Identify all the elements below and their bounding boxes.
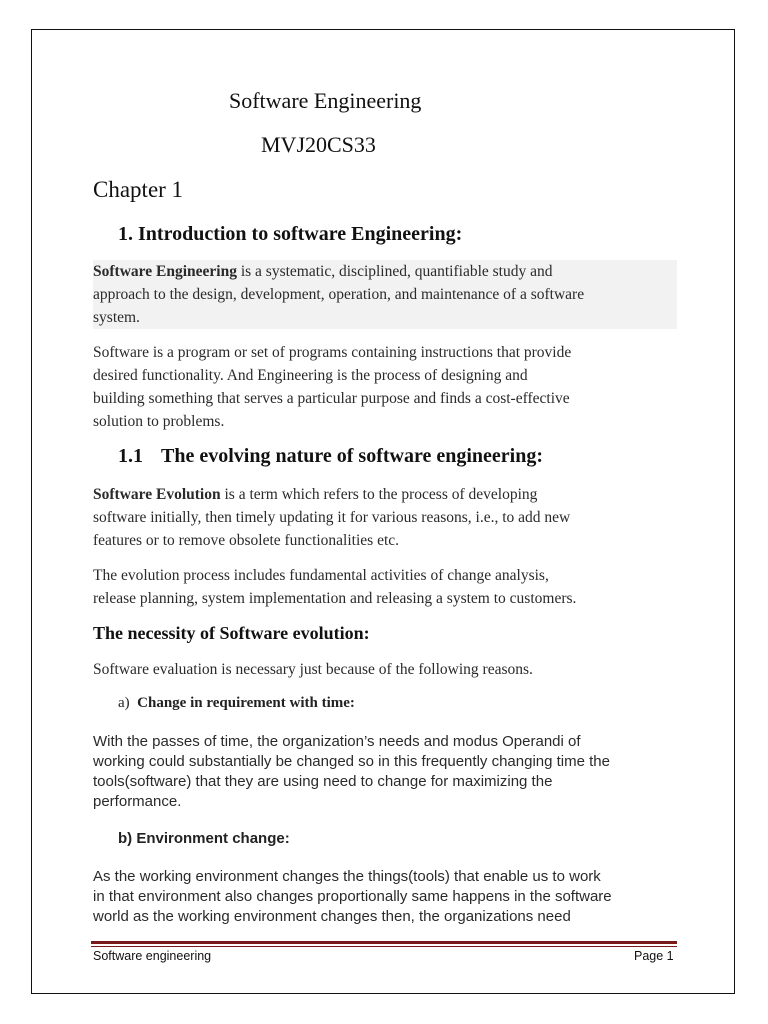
text-run: is a systematic, disciplined, quantifiable study and — [236, 263, 553, 280]
footer-page-number: Page 1 — [634, 949, 674, 963]
necessity-intro — [93, 658, 693, 681]
section-1-1-paragraph-1 — [93, 483, 693, 552]
paragraph-line: working could substantially be changed so in this frequently changing time the — [93, 753, 610, 770]
footer-rule-secondary — [91, 946, 677, 947]
paragraph-line: system. — [93, 309, 140, 326]
bold-term: Software Evolution — [93, 486, 221, 503]
paragraph-line: solution to problems. — [93, 413, 225, 430]
document-title: Software Engineering — [229, 88, 422, 113]
paragraph-line — [93, 260, 677, 283]
bold-term: Software Engineering — [93, 263, 237, 280]
list-marker: a) — [118, 695, 130, 711]
section-number: 1.1 — [118, 445, 143, 467]
list-marker: b) — [118, 830, 133, 847]
text-run: is a term which refers to the process of developing — [220, 486, 538, 503]
footer-left-text: Software engineering — [93, 949, 212, 963]
paragraph-line — [93, 483, 693, 506]
item-a-heading — [118, 695, 355, 712]
necessity-heading: The necessity of Software evolution: — [93, 623, 370, 643]
item-title: Environment change: — [136, 830, 290, 847]
paragraph-line: With the passes of time, the organization’s needs and modus Operandi of — [93, 733, 581, 750]
paragraph-line: performance. — [93, 793, 182, 810]
paragraph-line: Software is a program or set of programs containing instructions that provide — [93, 344, 572, 361]
paragraph-line: world as the working environment changes then, the organizations need — [93, 908, 571, 925]
paragraph-line: in that environment also changes proportionally same happens in the software — [93, 888, 612, 905]
paragraph-line: Software evaluation is necessary just because of the following reasons. — [93, 661, 533, 678]
paragraph-line: building something that serves a particular purpose and finds a cost-effective — [93, 390, 570, 407]
section-1-1-paragraph-2 — [93, 564, 693, 610]
paragraph-line: As the working environment changes the things(tools) that enable us to work — [93, 868, 601, 885]
paragraph-line: approach to the design, development, operation, and maintenance of a software — [93, 286, 585, 303]
item-title: Change in requirement with time: — [137, 695, 355, 711]
section-1-heading: 1. Introduction to software Engineering: — [118, 223, 463, 245]
course-code: MVJ20CS33 — [261, 132, 376, 157]
section-1-paragraph-1 — [93, 260, 677, 329]
section-1-1-heading — [118, 445, 543, 468]
paragraph-line: The evolution process includes fundamental activities of change analysis, — [93, 567, 549, 584]
section-1-paragraph-2 — [93, 341, 693, 433]
footer-rule — [91, 941, 677, 944]
item-b-paragraph — [93, 867, 693, 927]
paragraph-line: desired functionality. And Engineering is the process of designing and — [93, 367, 528, 384]
item-b-heading — [118, 830, 290, 847]
paragraph-line: software initially, then timely updating it for various reasons, i.e., to add new — [93, 509, 571, 526]
paragraph-line: tools(software) that they are using need to change for maximizing the — [93, 773, 553, 790]
section-title: The evolving nature of software engineering: — [161, 445, 544, 467]
paragraph-line: release planning, system implementation and releasing a system to customers. — [93, 590, 577, 607]
paragraph-line: features or to remove obsolete functionalities etc. — [93, 532, 400, 549]
chapter-heading: Chapter 1 — [93, 177, 184, 202]
item-a-paragraph — [93, 732, 693, 812]
